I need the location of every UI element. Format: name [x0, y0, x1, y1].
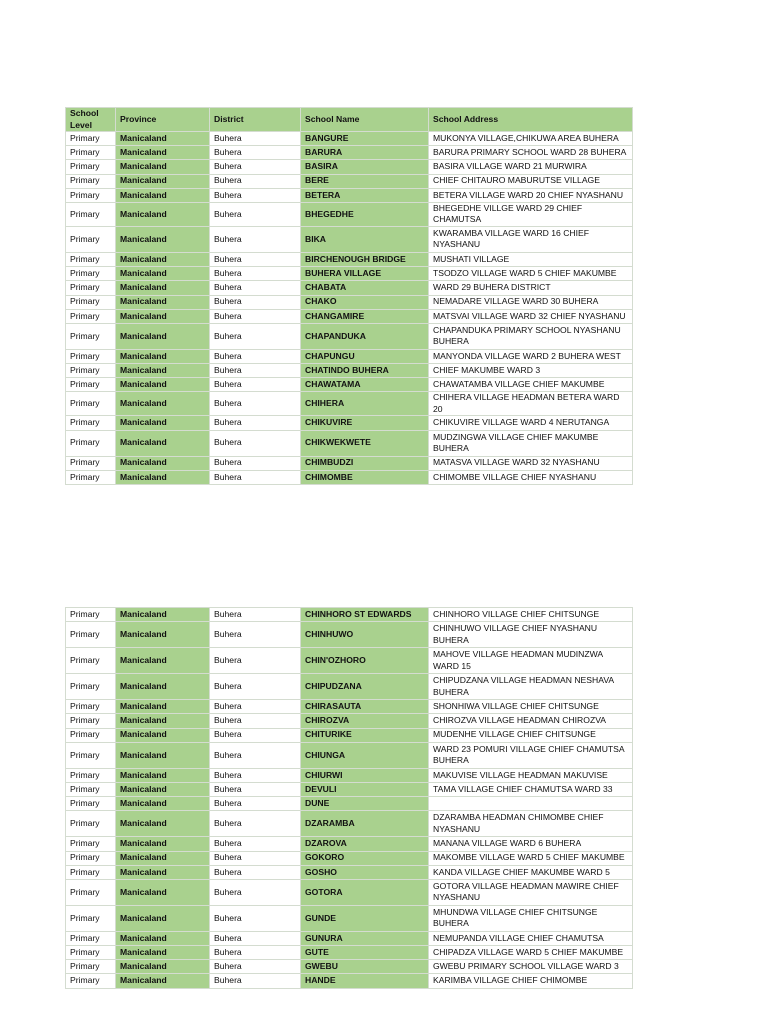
cell-school-level: Primary: [66, 851, 116, 865]
table-row: [66, 202, 633, 226]
cell-province: Manicaland: [116, 674, 210, 700]
header-school-name: School Name: [301, 108, 429, 132]
cell-school-level: Primary: [66, 392, 116, 416]
cell-district: Buhera: [210, 323, 301, 349]
cell-school-level: Primary: [66, 728, 116, 742]
cell-province: Manicaland: [116, 132, 210, 146]
cell-school-name: CHIKWEKWETE: [301, 430, 429, 456]
cell-school-level: Primary: [66, 456, 116, 470]
cell-school-level: Primary: [66, 879, 116, 905]
cell-district: Buhera: [210, 931, 301, 945]
table-row: [66, 905, 633, 931]
cell-province: Manicaland: [116, 648, 210, 674]
cell-school-address: KWARAMBA VILLAGE WARD 16 CHIEF NYASHANU: [429, 226, 633, 252]
cell-school-address: BETERA VILLAGE WARD 20 CHIEF NYASHANU: [429, 188, 633, 202]
cell-school-address: SHONHIWA VILLAGE CHIEF CHITSUNGE: [429, 700, 633, 714]
cell-district: Buhera: [210, 960, 301, 974]
table-row: [66, 851, 633, 865]
cell-district: Buhera: [210, 349, 301, 363]
cell-school-name: CHIHERA: [301, 392, 429, 416]
cell-school-name: CHIMBUDZI: [301, 456, 429, 470]
cell-province: Manicaland: [116, 364, 210, 378]
header-row: [66, 108, 633, 132]
cell-school-address: KANDA VILLAGE CHIEF MAKUMBE WARD 5: [429, 865, 633, 879]
cell-school-address: NEMADARE VILLAGE WARD 30 BUHERA: [429, 295, 633, 309]
cell-school-address: TAMA VILLAGE CHIEF CHAMUTSA WARD 33: [429, 782, 633, 796]
cell-school-address: [429, 797, 633, 811]
table-row: [66, 648, 633, 674]
cell-province: Manicaland: [116, 714, 210, 728]
cell-province: Manicaland: [116, 728, 210, 742]
cell-school-name: CHINHUWO: [301, 622, 429, 648]
cell-district: Buhera: [210, 456, 301, 470]
table-row: [66, 742, 633, 768]
cell-school-level: Primary: [66, 797, 116, 811]
cell-province: Manicaland: [116, 797, 210, 811]
cell-school-level: Primary: [66, 295, 116, 309]
cell-district: Buhera: [210, 309, 301, 323]
cell-district: Buhera: [210, 608, 301, 622]
cell-province: Manicaland: [116, 768, 210, 782]
cell-school-address: CHIHERA VILLAGE HEADMAN BETERA WARD 20: [429, 392, 633, 416]
cell-province: Manicaland: [116, 851, 210, 865]
school-table-page-1: [65, 107, 633, 485]
cell-school-level: Primary: [66, 267, 116, 281]
cell-district: Buhera: [210, 174, 301, 188]
cell-school-name: GOKORO: [301, 851, 429, 865]
cell-school-level: Primary: [66, 470, 116, 484]
cell-school-name: GWEBU: [301, 960, 429, 974]
cell-school-level: Primary: [66, 174, 116, 188]
cell-province: Manicaland: [116, 865, 210, 879]
cell-school-address: MUSHATI VILLAGE: [429, 252, 633, 266]
table-row: [66, 430, 633, 456]
cell-school-address: GWEBU PRIMARY SCHOOL VILLAGE WARD 3: [429, 960, 633, 974]
cell-district: Buhera: [210, 188, 301, 202]
cell-school-level: Primary: [66, 837, 116, 851]
cell-school-level: Primary: [66, 416, 116, 430]
cell-school-address: BARURA PRIMARY SCHOOL WARD 28 BUHERA: [429, 146, 633, 160]
cell-school-level: Primary: [66, 309, 116, 323]
cell-school-address: CHIMOMBE VILLAGE CHIEF NYASHANU: [429, 470, 633, 484]
cell-school-address: TSODZO VILLAGE WARD 5 CHIEF MAKUMBE: [429, 267, 633, 281]
cell-school-name: HANDE: [301, 974, 429, 988]
cell-school-level: Primary: [66, 132, 116, 146]
cell-school-level: Primary: [66, 226, 116, 252]
cell-school-name: CHIPUDZANA: [301, 674, 429, 700]
cell-school-name: GUNURA: [301, 931, 429, 945]
table-row: [66, 797, 633, 811]
cell-school-name: CHIRASAUTA: [301, 700, 429, 714]
table-row: [66, 931, 633, 945]
table-row: [66, 837, 633, 851]
cell-school-level: Primary: [66, 648, 116, 674]
cell-school-name: CHABATA: [301, 281, 429, 295]
cell-school-address: CHINHUWO VILLAGE CHIEF NYASHANU BUHERA: [429, 622, 633, 648]
table-row: [66, 674, 633, 700]
cell-province: Manicaland: [116, 456, 210, 470]
table-row: [66, 132, 633, 146]
cell-school-address: CHIROZVA VILLAGE HEADMAN CHIROZVA: [429, 714, 633, 728]
cell-school-level: Primary: [66, 323, 116, 349]
cell-school-name: CHAPUNGU: [301, 349, 429, 363]
cell-school-level: Primary: [66, 931, 116, 945]
cell-district: Buhera: [210, 392, 301, 416]
table-row: [66, 188, 633, 202]
header-school-level: School Level: [66, 108, 116, 132]
cell-province: Manicaland: [116, 323, 210, 349]
cell-school-level: Primary: [66, 714, 116, 728]
table-row: [66, 146, 633, 160]
cell-district: Buhera: [210, 797, 301, 811]
cell-province: Manicaland: [116, 174, 210, 188]
cell-district: Buhera: [210, 905, 301, 931]
cell-school-level: Primary: [66, 742, 116, 768]
cell-school-level: Primary: [66, 960, 116, 974]
cell-school-name: GUTE: [301, 946, 429, 960]
cell-province: Manicaland: [116, 160, 210, 174]
cell-school-level: Primary: [66, 160, 116, 174]
cell-province: Manicaland: [116, 700, 210, 714]
cell-school-level: Primary: [66, 608, 116, 622]
cell-district: Buhera: [210, 364, 301, 378]
cell-school-name: BERE: [301, 174, 429, 188]
cell-school-name: CHAWATAMA: [301, 378, 429, 392]
cell-school-name: CHIURWI: [301, 768, 429, 782]
cell-province: Manicaland: [116, 608, 210, 622]
table-row: [66, 768, 633, 782]
cell-province: Manicaland: [116, 267, 210, 281]
table-row: [66, 470, 633, 484]
cell-district: Buhera: [210, 470, 301, 484]
table-row: [66, 378, 633, 392]
table-row: [66, 811, 633, 837]
cell-school-name: DUNE: [301, 797, 429, 811]
cell-school-address: MUDENHE VILLAGE CHIEF CHITSUNGE: [429, 728, 633, 742]
cell-school-name: BIRCHENOUGH BRIDGE: [301, 252, 429, 266]
cell-school-name: BETERA: [301, 188, 429, 202]
cell-district: Buhera: [210, 378, 301, 392]
cell-province: Manicaland: [116, 742, 210, 768]
table-row: [66, 267, 633, 281]
cell-province: Manicaland: [116, 430, 210, 456]
cell-district: Buhera: [210, 132, 301, 146]
cell-school-level: Primary: [66, 905, 116, 931]
cell-school-address: GOTORA VILLAGE HEADMAN MAWIRE CHIEF NYASHANU: [429, 879, 633, 905]
header-district: District: [210, 108, 301, 132]
cell-district: Buhera: [210, 252, 301, 266]
cell-school-name: BHEGEDHE: [301, 202, 429, 226]
cell-school-name: GOTORA: [301, 879, 429, 905]
cell-school-address: MANYONDA VILLAGE WARD 2 BUHERA WEST: [429, 349, 633, 363]
cell-district: Buhera: [210, 837, 301, 851]
cell-province: Manicaland: [116, 974, 210, 988]
table-row: [66, 700, 633, 714]
cell-school-name: CHIROZVA: [301, 714, 429, 728]
cell-province: Manicaland: [116, 931, 210, 945]
table-row: [66, 608, 633, 622]
cell-province: Manicaland: [116, 960, 210, 974]
cell-district: Buhera: [210, 146, 301, 160]
table-row: [66, 416, 633, 430]
cell-school-level: Primary: [66, 782, 116, 796]
table-row: [66, 974, 633, 988]
cell-school-address: CHIKUVIRE VILLAGE WARD 4 NERUTANGA: [429, 416, 633, 430]
cell-school-level: Primary: [66, 364, 116, 378]
cell-school-address: CHIPUDZANA VILLAGE HEADMAN NESHAVA BUHERA: [429, 674, 633, 700]
cell-school-name: CHINHORO ST EDWARDS: [301, 608, 429, 622]
table-row: [66, 728, 633, 742]
cell-district: Buhera: [210, 879, 301, 905]
cell-school-name: BARURA: [301, 146, 429, 160]
cell-school-level: Primary: [66, 378, 116, 392]
cell-school-name: CHAKO: [301, 295, 429, 309]
cell-school-level: Primary: [66, 700, 116, 714]
cell-district: Buhera: [210, 202, 301, 226]
table-row: [66, 174, 633, 188]
cell-province: Manicaland: [116, 226, 210, 252]
cell-school-name: BIKA: [301, 226, 429, 252]
cell-school-name: CHIMOMBE: [301, 470, 429, 484]
cell-school-address: CHIEF CHITAURO MABURUTSE VILLAGE: [429, 174, 633, 188]
table-row: [66, 456, 633, 470]
cell-district: Buhera: [210, 700, 301, 714]
cell-school-level: Primary: [66, 768, 116, 782]
cell-province: Manicaland: [116, 416, 210, 430]
cell-school-address: MAHOVE VILLAGE HEADMAN MUDINZWA WARD 15: [429, 648, 633, 674]
cell-district: Buhera: [210, 865, 301, 879]
cell-district: Buhera: [210, 226, 301, 252]
cell-school-address: WARD 23 POMURI VILLAGE CHIEF CHAMUTSA BUHERA: [429, 742, 633, 768]
cell-school-level: Primary: [66, 865, 116, 879]
cell-school-name: BANGURE: [301, 132, 429, 146]
cell-school-level: Primary: [66, 811, 116, 837]
cell-province: Manicaland: [116, 146, 210, 160]
cell-school-name: DZARAMBA: [301, 811, 429, 837]
cell-province: Manicaland: [116, 202, 210, 226]
cell-school-address: MAKOMBE VILLAGE WARD 5 CHIEF MAKUMBE: [429, 851, 633, 865]
cell-district: Buhera: [210, 267, 301, 281]
cell-school-name: CHAPANDUKA: [301, 323, 429, 349]
cell-school-address: CHIPADZA VILLAGE WARD 5 CHIEF MAKUMBE: [429, 946, 633, 960]
cell-school-level: Primary: [66, 974, 116, 988]
table-row: [66, 960, 633, 974]
cell-district: Buhera: [210, 782, 301, 796]
cell-district: Buhera: [210, 416, 301, 430]
cell-province: Manicaland: [116, 470, 210, 484]
cell-school-level: Primary: [66, 281, 116, 295]
cell-district: Buhera: [210, 851, 301, 865]
cell-district: Buhera: [210, 160, 301, 174]
table-row: [66, 714, 633, 728]
cell-school-name: CHIKUVIRE: [301, 416, 429, 430]
cell-school-address: DZARAMBA HEADMAN CHIMOMBE CHIEF NYASHANU: [429, 811, 633, 837]
cell-school-address: MUDZINGWA VILLAGE CHIEF MAKUMBE BUHERA: [429, 430, 633, 456]
cell-school-level: Primary: [66, 146, 116, 160]
cell-school-address: BASIRA VILLAGE WARD 21 MURWIRA: [429, 160, 633, 174]
table-row: [66, 252, 633, 266]
cell-school-name: GOSHO: [301, 865, 429, 879]
cell-district: Buhera: [210, 622, 301, 648]
cell-district: Buhera: [210, 768, 301, 782]
cell-school-name: CHITURIKE: [301, 728, 429, 742]
table-row: [66, 309, 633, 323]
table-row: [66, 349, 633, 363]
cell-school-address: MATSVAI VILLAGE WARD 32 CHIEF NYASHANU: [429, 309, 633, 323]
cell-province: Manicaland: [116, 281, 210, 295]
table-row: [66, 392, 633, 416]
cell-school-name: CHANGAMIRE: [301, 309, 429, 323]
table-row: [66, 782, 633, 796]
cell-school-name: DZAROVA: [301, 837, 429, 851]
cell-province: Manicaland: [116, 392, 210, 416]
cell-district: Buhera: [210, 946, 301, 960]
cell-school-address: MUKONYA VILLAGE,CHIKUWA AREA BUHERA: [429, 132, 633, 146]
cell-school-address: MATASVA VILLAGE WARD 32 NYASHANU: [429, 456, 633, 470]
cell-school-address: CHAPANDUKA PRIMARY SCHOOL NYASHANU BUHERA: [429, 323, 633, 349]
cell-district: Buhera: [210, 714, 301, 728]
cell-district: Buhera: [210, 648, 301, 674]
table-row: [66, 295, 633, 309]
table-row: [66, 160, 633, 174]
cell-school-level: Primary: [66, 202, 116, 226]
cell-district: Buhera: [210, 430, 301, 456]
cell-school-level: Primary: [66, 946, 116, 960]
table-row: [66, 865, 633, 879]
cell-school-address: CHIEF MAKUMBE WARD 3: [429, 364, 633, 378]
table-row: [66, 946, 633, 960]
cell-school-address: MAKUVISE VILLAGE HEADMAN MAKUVISE: [429, 768, 633, 782]
cell-school-name: BUHERA VILLAGE: [301, 267, 429, 281]
table-row: [66, 364, 633, 378]
cell-province: Manicaland: [116, 252, 210, 266]
cell-district: Buhera: [210, 295, 301, 309]
cell-province: Manicaland: [116, 349, 210, 363]
table-body: [66, 132, 633, 485]
table-row: [66, 323, 633, 349]
cell-district: Buhera: [210, 742, 301, 768]
cell-school-address: NEMUPANDA VILLAGE CHIEF CHAMUTSA: [429, 931, 633, 945]
cell-school-name: CHATINDO BUHERA: [301, 364, 429, 378]
cell-school-level: Primary: [66, 252, 116, 266]
cell-district: Buhera: [210, 281, 301, 295]
cell-district: Buhera: [210, 728, 301, 742]
header-school-address: School Address: [429, 108, 633, 132]
cell-school-name: CHIUNGA: [301, 742, 429, 768]
cell-school-name: GUNDE: [301, 905, 429, 931]
cell-province: Manicaland: [116, 905, 210, 931]
cell-district: Buhera: [210, 811, 301, 837]
cell-school-name: CHIN'OZHORO: [301, 648, 429, 674]
cell-school-level: Primary: [66, 430, 116, 456]
cell-province: Manicaland: [116, 879, 210, 905]
cell-school-level: Primary: [66, 349, 116, 363]
cell-school-address: WARD 29 BUHERA DISTRICT: [429, 281, 633, 295]
cell-province: Manicaland: [116, 622, 210, 648]
table-row: [66, 281, 633, 295]
table-row: [66, 226, 633, 252]
cell-school-level: Primary: [66, 622, 116, 648]
table-row: [66, 879, 633, 905]
cell-school-level: Primary: [66, 188, 116, 202]
header-province: Province: [116, 108, 210, 132]
cell-province: Manicaland: [116, 837, 210, 851]
table-row: [66, 622, 633, 648]
cell-school-name: DEVULI: [301, 782, 429, 796]
cell-province: Manicaland: [116, 811, 210, 837]
cell-school-address: KARIMBA VILLAGE CHIEF CHIMOMBE: [429, 974, 633, 988]
table-body: [66, 608, 633, 989]
cell-school-level: Primary: [66, 674, 116, 700]
cell-province: Manicaland: [116, 295, 210, 309]
cell-school-name: BASIRA: [301, 160, 429, 174]
cell-school-address: CHAWATAMBA VILLAGE CHIEF MAKUMBE: [429, 378, 633, 392]
cell-province: Manicaland: [116, 188, 210, 202]
cell-school-address: MANANA VILLAGE WARD 6 BUHERA: [429, 837, 633, 851]
cell-school-address: BHEGEDHE VILLGE WARD 29 CHIEF CHAMUTSA: [429, 202, 633, 226]
cell-province: Manicaland: [116, 378, 210, 392]
cell-province: Manicaland: [116, 309, 210, 323]
cell-district: Buhera: [210, 674, 301, 700]
cell-province: Manicaland: [116, 782, 210, 796]
cell-district: Buhera: [210, 974, 301, 988]
school-table-page-2: [65, 607, 633, 989]
cell-school-address: MHUNDWA VILLAGE CHIEF CHITSUNGE BUHERA: [429, 905, 633, 931]
cell-province: Manicaland: [116, 946, 210, 960]
cell-school-address: CHINHORO VILLAGE CHIEF CHITSUNGE: [429, 608, 633, 622]
